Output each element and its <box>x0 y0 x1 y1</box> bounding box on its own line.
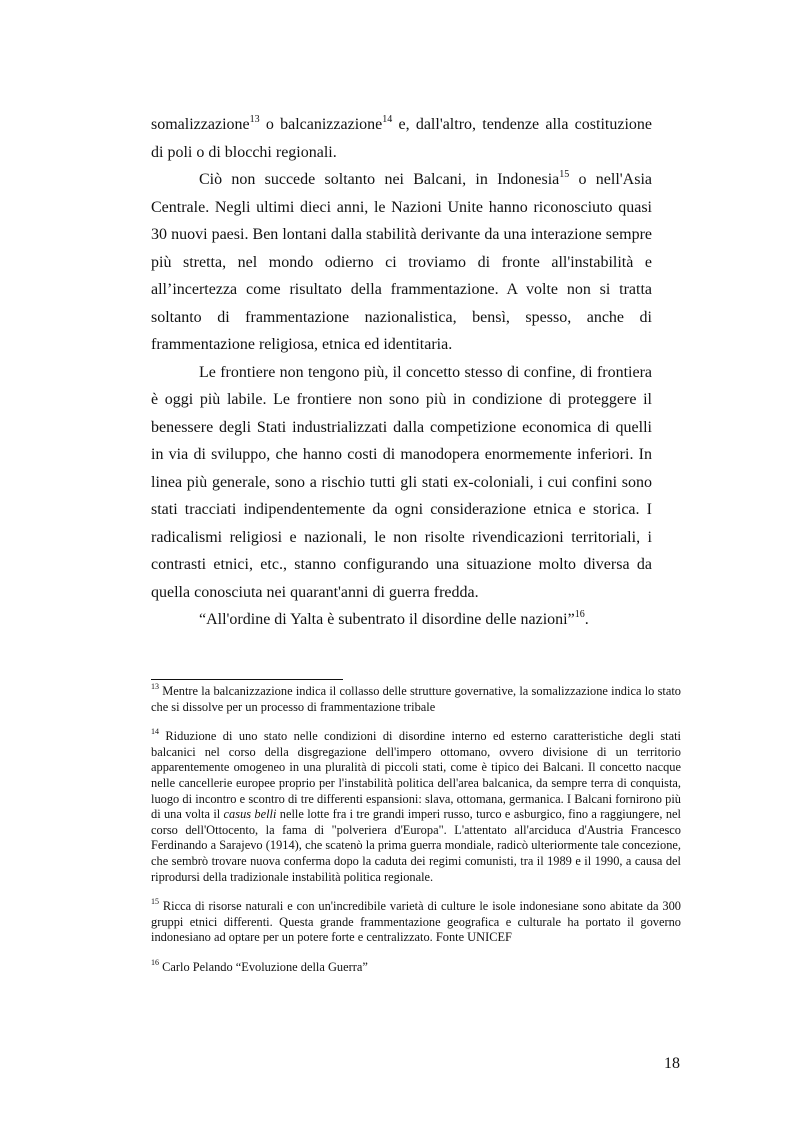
text-span: o nell'Asia Centrale. Negli ultimi dieci anni, le Nazioni Unite hanno riconosciuto quasi 30 nuovi paesi. Ben lontani dalla stabilità derivante da una interazione sempre più stretta, nel mondo odierno ci troviamo di fronte all'instabilità e all’incertezza come risultato della frammentazione. A volte non si tratta soltanto di frammentazione nazionalistica, bensì, spesso, anche di frammentazione religiosa, etnica ed identitaria. <box>151 171 652 353</box>
footnote-number: 13 <box>151 681 159 691</box>
footnote <box>151 681 681 715</box>
text-span: . <box>584 611 589 628</box>
footnote-number: 16 <box>151 957 159 967</box>
body-paragraph <box>151 359 652 607</box>
text-span: nelle lotte fra i tre grandi imperi russo, turco e asburgico, fino a raggiungere, nel corso dell'Ottocento, la fama di "polveriera d'Europa". L'attentato all'arciduca d'Austria Francesco Ferdinando a Sarajevo (1914), che scatenò la prima guerra mondiale, radicò ulteriormente tale concezione, che sembrò trovare nuova conferma dopo la caduta dei regimi comunisti, tra il 1989 e il 1990, a causa del riprodursi della tradizionale instabilità politica regionale. <box>151 807 682 884</box>
footnote-ref: 16 <box>574 608 585 620</box>
footnote-ref: 15 <box>559 168 570 180</box>
footnotes <box>151 681 682 990</box>
footnote-number: 15 <box>151 897 159 906</box>
text-span: “All'ordine di Yalta è subentrato il disordine delle nazioni” <box>199 611 575 628</box>
text-span: Carlo Pelando “Evoluzione della Guerra” <box>162 959 368 974</box>
body-paragraph <box>151 606 652 634</box>
text-span: Riduzione di uno stato nelle condizioni di disordine interno ed esterno caratteristiche degli stati balcanici nel corso della disgregazione dell'impero ottomano, ovvero divisione di un territorio apparentemente omogeneo in una pluralità di piccoli stati, come è tipico dei Balcani. Il concetto nacque nelle cancellerie europee proprio per l'instabilità politica dell'area balcanica, da sempre terra di conquista, luogo di incontro e scontro di tre differenti espansioni: slava, ottomana, germanica. I Balcani fornirono più di una volta il <box>151 729 681 822</box>
page-number: 18 <box>664 1055 680 1072</box>
footnote-ref: 14 <box>382 113 393 125</box>
footnote-number: 14 <box>151 727 159 737</box>
body-text <box>151 111 652 634</box>
text-span: Le frontiere non tengono più, il concetto stesso di confine, di frontiera è oggi più labile. Le frontiere non sono più in condizione di proteggere il benessere degli Stati industrializzati dalla competizione economica di quelli in via di sviluppo, che hanno costi di manodopera enormemente inferiori. In linea più generale, sono a rischio tutti gli stati ex-coloniali, i cui confini sono stati tracciati indipendentemente da ogni considerazione etnica e storica. I radicalismi religiosi e nazionali, le non risolte rivendicazioni territoriali, i contrasti etnici, etc., stanno configurando una situazione molto diversa da quella conosciuta nei quarant'anni di guerra fredda. <box>151 363 652 601</box>
body-paragraph <box>151 111 652 166</box>
footnote <box>151 729 681 885</box>
text-span: somalizzazione <box>151 116 250 133</box>
text-span: Mentre la balcanizzazione indica il collasso delle strutture governative, la somalizzazione indica lo stato che si dissolve per un processo di frammentazione tribale <box>151 684 681 714</box>
footnote-ref: 13 <box>249 113 260 125</box>
footnote-separator <box>151 679 343 680</box>
text-span: o balcanizzazione <box>259 116 383 133</box>
italic-text: casus belli <box>223 807 277 822</box>
text-span: e, dall'altro, tendenze alla costituzione di poli o di blocchi regionali. <box>151 116 652 161</box>
footnote <box>151 899 681 946</box>
text-span: Ricca di risorse naturali e con un'incredibile varietà di culture le isole indonesiane sono abitate da 300 gruppi etnici differenti. Questa grande frammentazione geografica e culturale ha portato il governo indonesiano ad optare per un potere forte e centralizzato. Fonte UNICEF <box>151 899 681 945</box>
text-span: Ciò non succede soltanto nei Balcani, in Indonesia <box>199 171 560 188</box>
body-paragraph <box>151 166 652 359</box>
footnote <box>151 957 681 976</box>
